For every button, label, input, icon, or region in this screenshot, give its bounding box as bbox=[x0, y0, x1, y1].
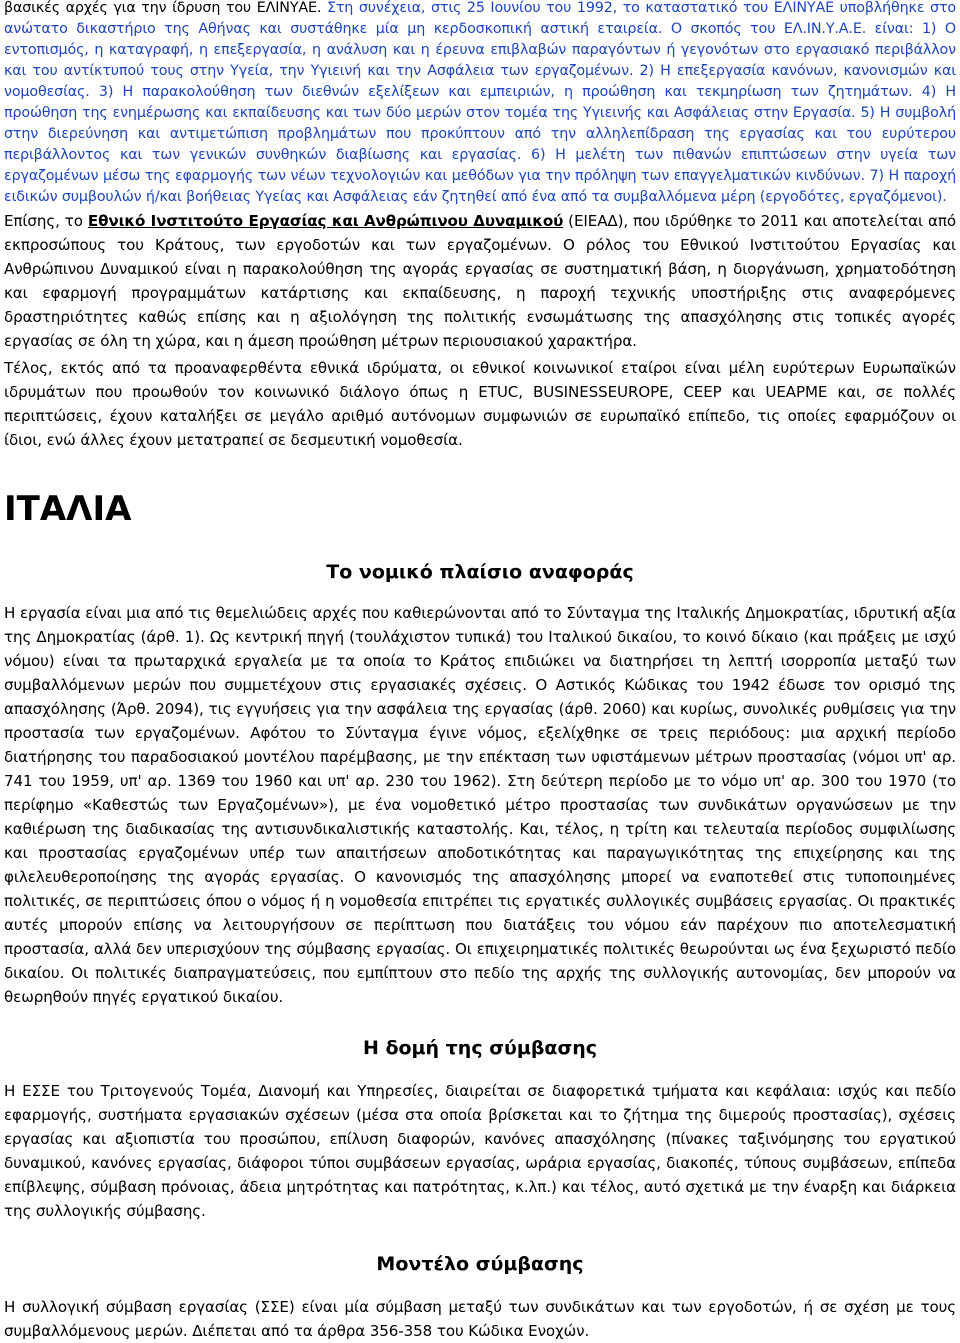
paragraph-elinyae-lead: βασικές αρχές για την ίδρυση του ΕΛΙΝΥΑΕ. bbox=[4, 0, 327, 16]
paragraph-eiead-lead: Επίσης, το bbox=[4, 212, 88, 230]
paragraph-eiead bbox=[4, 209, 956, 353]
paragraph-eiead-body: (ΕΙΕΑΔ), που ιδρύθηκε το 2011 και αποτελείται από εκπροσώπους του Κράτους, των εργοδοτών και των εργαζομένων. Ο ρόλος του Εθνικού Ινστιτούτου Εργασίας και Ανθρώπινου Δυναμικού είναι η παρακολούθηση της αγοράς εργασίας σε συστηματική βάση, η διοργάνωση, χρηματοδότηση και εφαρμογή προγραμμάτων κατάρτισης και εκπαίδευσης, η παροχή τεχνικής υποστήριξης στις αναφερόμενες δραστηριότητες καθώς επίσης και η αξιολόγηση της πολιτικής ενσωμάτωσης της απασχόλησης στις τοπικές αγορές εργασίας σε όλη τη χώρα, και η άμεση προώθηση μέτρων περιουσιακού χαρακτήρα. bbox=[4, 212, 956, 350]
eiead-link[interactable]: Εθνικό Ινστιτούτο Εργασίας και Ανθρώπινου Δυναμικού bbox=[87, 212, 564, 230]
country-title: ΙΤΑΛΙΑ bbox=[4, 489, 132, 529]
section-heading-legal-framework: Το νομικό πλαίσιο αναφοράς bbox=[326, 561, 634, 583]
section-body-legal-framework: Η εργασία είναι μια από τις θεμελιώδεις αρχές που καθιερώνονται από το Σύνταγμα της Ιταλικής Δημοκρατίας, ιδρυτική αξία της Δημοκρατίας (άρθ. 1). Ως κεντρική πηγή (τουλάχιστον τυπικά) του Ιταλικού δικαίου, το κοινό δίκαιο (και πράξεις με ισχύ νόμου) είναι τα πρωταρχικά εργαλεία με τα οποία το Κράτος επιδιώκει να διατηρήσει τη λεπτή ισορροπία μεταξύ των συμβαλλόμενων μερών που συμμετέχουν στις εργασιακές σχέσεις. Ο Αστικός Κώδικας του 1942 έδωσε τον ορισμό της απασχόλησης (Άρθ. 2094), τις εγγυήσεις για την ασφάλεια της εργασίας (άρθ. 2060) και κυρίως, συνολικές ρυθμίσεις για την προστασία των εργαζομένων. Αφότου το Σύνταγμα έγινε νόμος, εξελίχθηκε σε τρεις περιόδους: μια αρχική περίοδο διατήρησης του παραδοσιακού μοντέλου παρέμβασης, με την επέκταση των υφιστάμενων μέτρων προστασίας (νόμοι υπ' αρ. 741 του 1959, υπ' αρ. 1369 του 1960 και υπ' αρ. 230 του 1962). Στη δεύτερη περίοδο με το νόμο υπ' αρ. 300 του 1970 (το περίφημο «Καθεστώς των Εργαζομένων»), με ένα νομοθετικό μέτρο προστασίας των συνδικάτων οργανώσεων με την καθιέρωση της διαδικασίας της αντισυνδικαλιστικής καταστολής. Και, τέλος, η τρίτη και τελευταία περίοδος συμφιλίωσης και προστασίας εργαζομένων υπέρ των απαιτήσεων αποδοτικότητας και παραγωγικότητας της επιχείρησης και της φιλελευθεροποίησης της αγοράς εργασίας. Ο κανονισμός της απασχόλησης μπορεί να εναποτεθεί στις τυποποιημένες πολιτικές, σε περιπτώσεις όπου ο νόμος ή η νομοθεσία επιτρέπει τις εργατικές συλλογικές συμβάσεις εργασίας. Οι πρακτικές αυτές μπορούν επίσης να λειτουργήσουν σε περίπτωση που διατάξεις του νόμου εάν παρέχουν πιο αποτελεσματική προστασία, αλλά δεν υπερισχύουν της σύμβασης εργασίας. Οι επιχειρηματικές πολιτικές θεωρούνται ως ένα ξεχωριστό πεδίο δικαίου. Οι πολιτικές διαπραγματεύσεις, που εμπίπτουν στο πεδίο της αρχής της συλλογικής αυτονομίας, δεν μπορούν να θεωρηθούν πηγές εργατικού δικαίου. bbox=[4, 604, 956, 1006]
paragraph-social-partners: Τέλος, εκτός από τα προαναφερθέντα εθνικά ιδρύματα, οι εθνικοί κοινωνικοί εταίροι είναι μέλη ευρύτερων Ευρωπαϊκών ιδρυμάτων που προωθούν τον κοινωνικό διάλογο όπως η ETUC, BUSINESSEUROPE, CEEP και UEAPME και, σε πολλές περιπτώσεις, έχουν καταλήξει σε μεγάλο αριθμό αυτόνομων συμφωνιών σε ευρωπαϊκό επίπεδο, τις οποίες εφαρμόζουν οι ίδιοι, ενώ άλλες έχουν μετατραπεί σε δεσμευτική νομοθεσία. bbox=[4, 359, 956, 449]
section-heading-contract-model: Μοντέλο σύμβασης bbox=[376, 1253, 584, 1275]
section-body-contract-model: Η συλλογική σύμβαση εργασίας (ΣΣΕ) είναι μία σύμβαση μεταξύ των συνδικάτων και των εργοδοτών, ή σε σχέση με τους συμβαλλόμενους μερών. Διέπεται από τα άρθρα 356-358 του Κώδικα Ενοχών. bbox=[4, 1298, 956, 1340]
paragraph-elinyae bbox=[4, 0, 956, 208]
paragraph-elinyae-purpose: Στη συνέχεια, στις 25 Ιουνίου του 1992, το καταστατικό του ΕΛΙΝΥΑΕ υποβλήθηκε στο ανώτατο δικαστήριο της Αθήνας και συστάθηκε μία μη κερδοσκοπική αστική εταιρεία. Ο σκοπός του ΕΛ.ΙΝ.Υ.Α.Ε. είναι: 1) Ο εντοπισμός, η καταγραφή, η επεξεργασία, η ανάλυση και η έρευνα επιβλαβών παραγόντων ή γεγονότων στο εργασιακό περιβάλλον και του αντίκτυπού τους στην Υγεία, την Υγιεινή και την Ασφάλεια των εργαζομένων. 2) Η επεξεργασία κανόνων, κανονισμών και νομοθεσίας. 3) Η παρακολούθηση των διεθνών εξελίξεων και εμπειριών, η προώθηση και τεκμηρίωση των ζητημάτων. 4) Η προώθηση της ενημέρωσης και εκπαίδευσης και των δύο μερών στον τομέα της Υγιεινής και Ασφάλειας στην Εργασία. 5) Η συμβολή στην διερεύνηση και αντιμετώπιση προβλημάτων που προκύπτουν από την αλληλεπίδραση της εργασίας και του ευρύτερου περιβάλλοντος και των γενικών συνθηκών διαβίωσης και εργασίας. 6) Η μελέτη των πιθανών επιπτώσεων στην υγεία των εργαζομένων μέσω της εφαρμογής των νέων τεχνολογιών και μεθόδων για την πρόληψη των επαγγελματικών κινδύνων. 7) Η παροχή ειδικών συμβουλών ή/και βοήθειας Υγείας και Ασφάλειας εάν ζητηθεί από ένα από τα συμβαλλόμενα μέρη (εργοδότες, εργαζόμενοι). bbox=[4, 0, 956, 205]
section-body-contract-structure: Η ΕΣΣΕ του Τριτογενούς Τομέα, Διανομή και Υπηρεσίες, διαιρείται σε διαφορετικά τμήματα και κεφάλαια: ισχύς και πεδίο εφαρμογής, συστήματα εργασιακών σχέσεων (μέσα στα οποία βρίσκεται και το ζήτημα της διμερούς προστασίας), σχέσεις εργασίας και αξιοπιστία του προσώπου, επίλυση διαφορών, κανόνες απασχόλησης (πίνακες ταξινόμησης του εργατικού δυναμικού, κανόνες εργασίας, διάφοροι τύποι συμβάσεων εργασίας, ωράρια εργασίας, διακοπές, τύπους συμβάσεων, επίπεδα επίβλεψης, σύμβαση πρόνοιας, άδεια μητρότητας και πατρότητας, κ.λπ.) και τέλος, αυτό σχετικά με την έναρξη και διάρκεια της συλλογικής σύμβασης. bbox=[4, 1082, 956, 1220]
section-heading-contract-structure: Η δομή της σύμβασης bbox=[362, 1037, 598, 1059]
